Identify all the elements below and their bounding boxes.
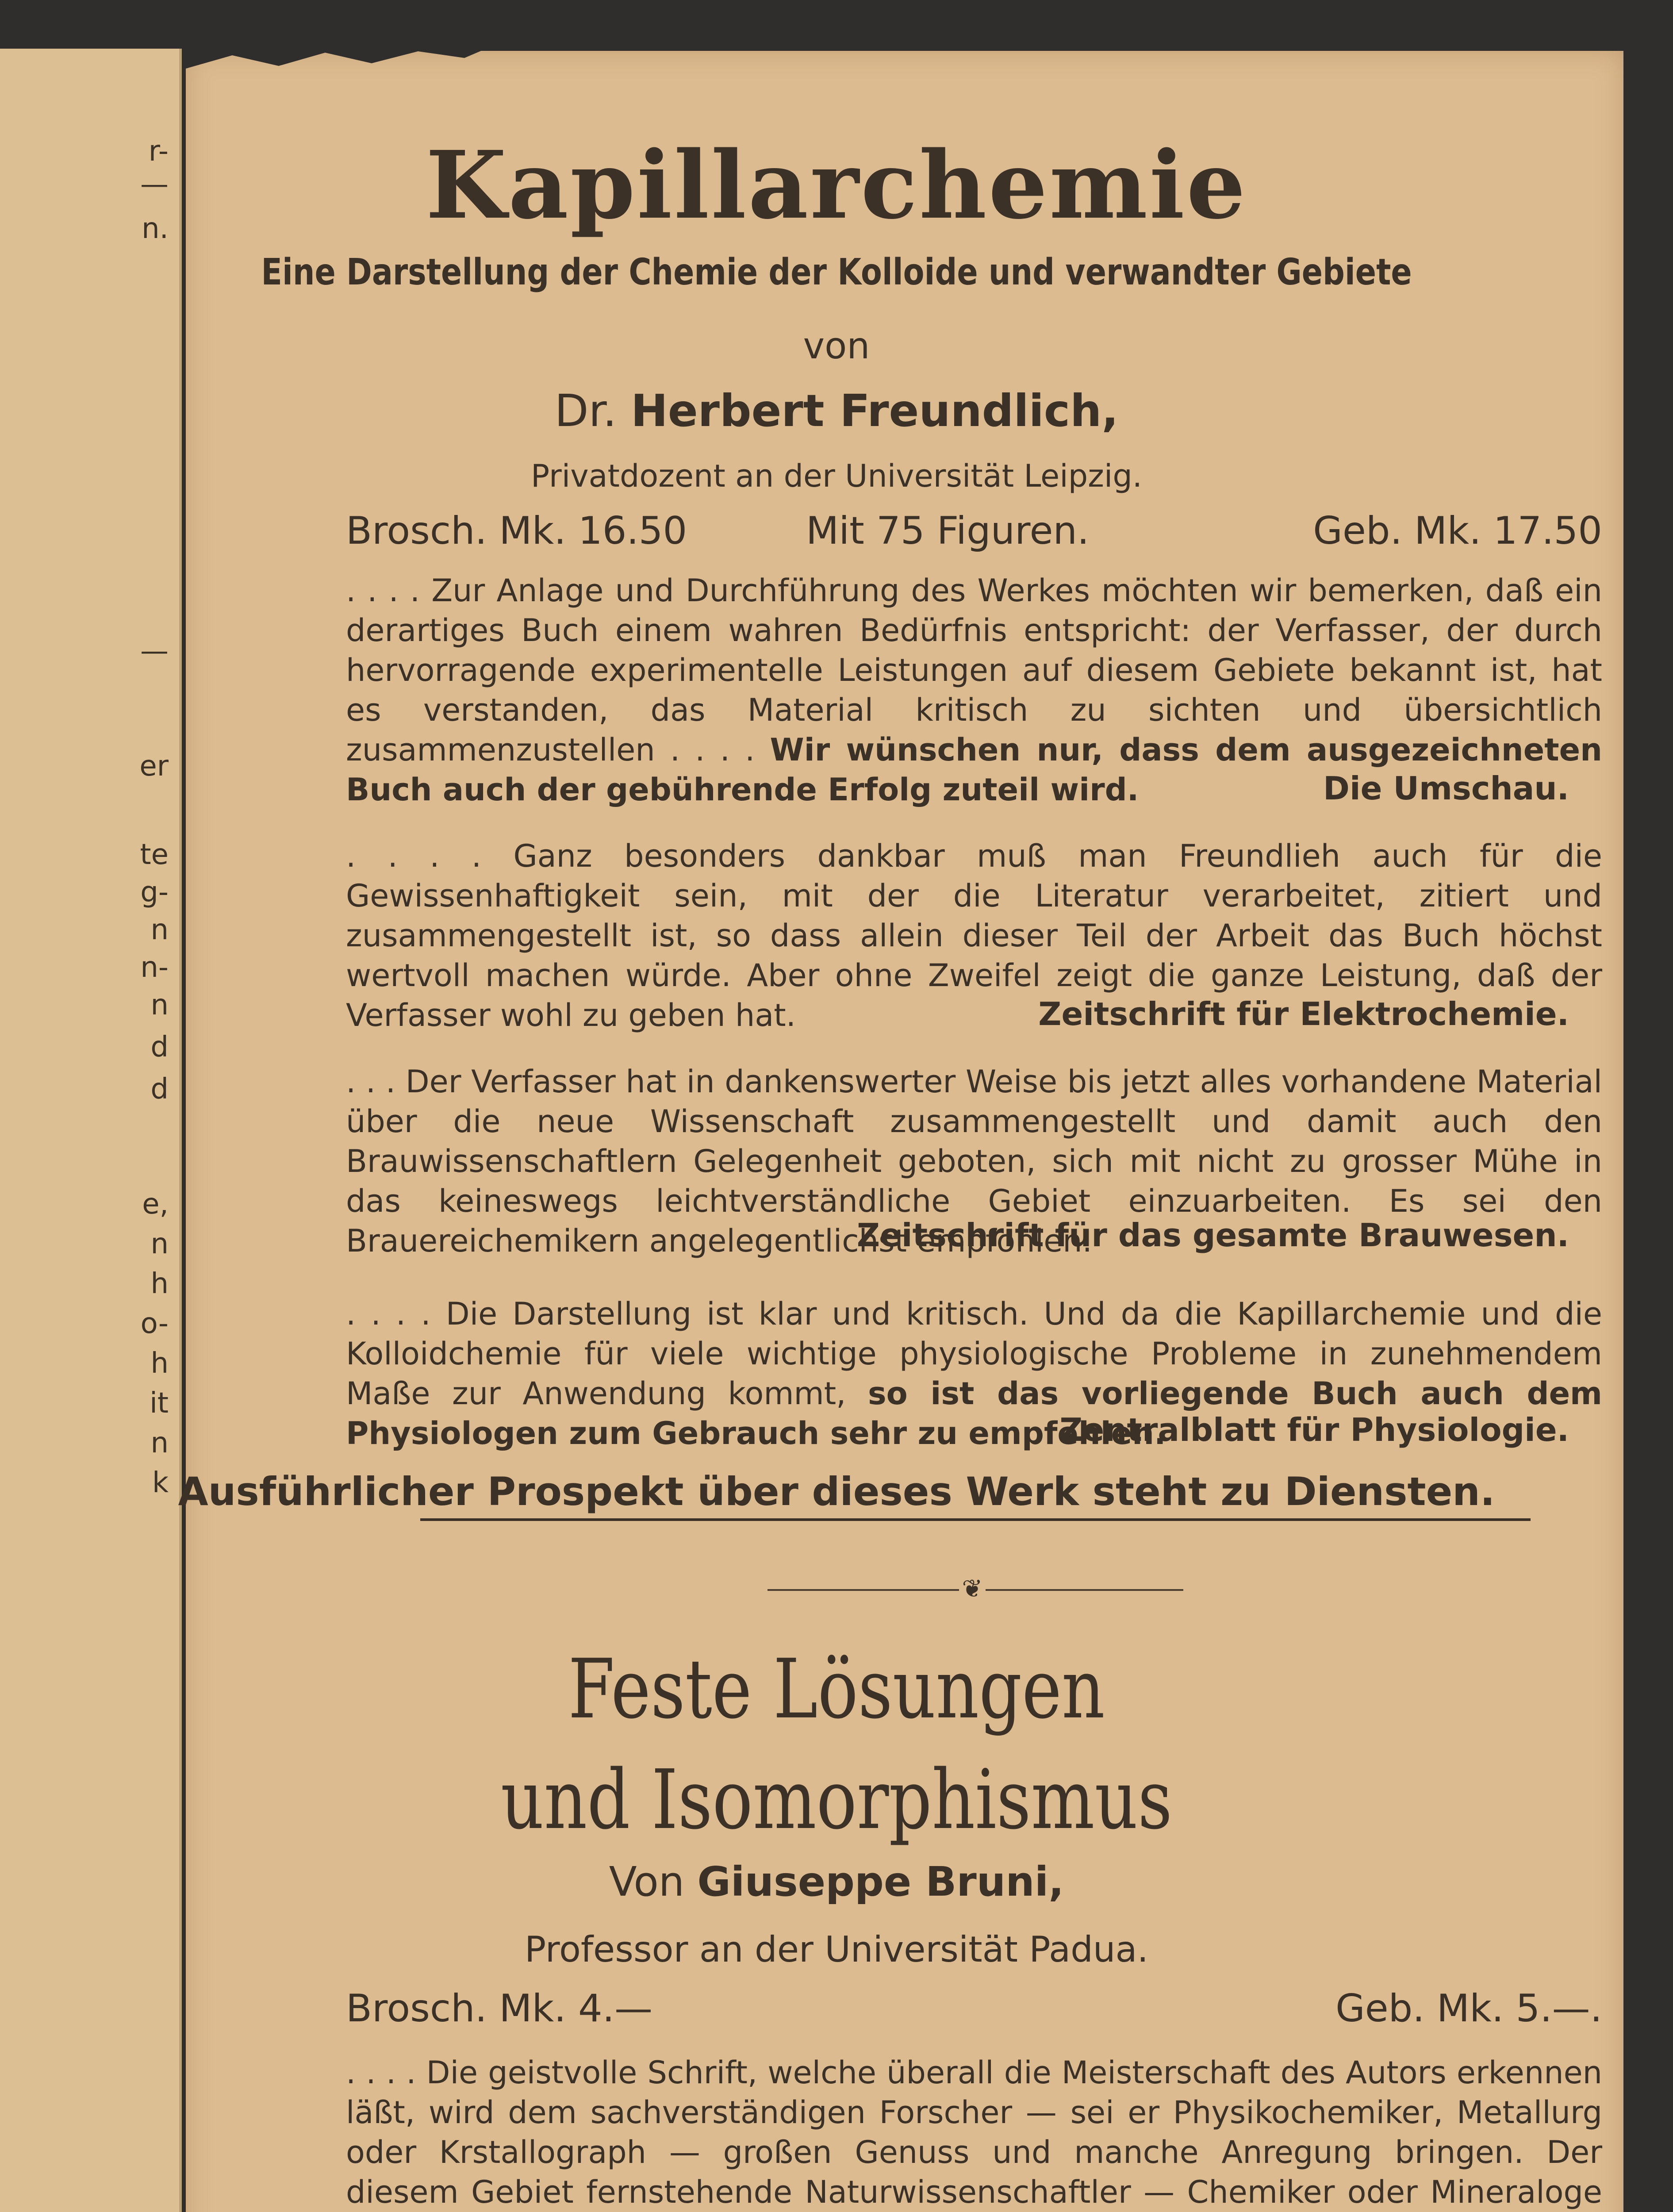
review-physiologie-source: Zentralblatt für Physiologie. <box>1059 1411 1569 1448</box>
book2-title-line2: und Isomorphismus <box>500 1752 1173 1847</box>
left-margin-text: k <box>152 1467 169 1499</box>
book1-affiliation: Privatdozent an der Universität Leipzig. <box>530 458 1143 494</box>
review-elektrochemie-source: Zeitschrift für Elektrochemie. <box>1038 995 1569 1033</box>
left-margin-text: o- <box>140 1307 169 1340</box>
left-margin-text: er <box>139 750 169 783</box>
review-brauwesen: . . . Der Verfasser hat in dankenswerter Weise bis jetzt alles vorhandene Material über die neue Wissenschaft zusammengestellt und damit auch den Brauwissenschaftlern Gelegenheit geboten, sich mit nicht zu grosser Mühe in das keineswegs leichtverständliche Gebiet einzuarbeiten. Es sei den Brauereichemikern angelegentlichst empfohlen. <box>346 1064 1602 1259</box>
left-margin-text: d <box>150 1073 169 1106</box>
left-margin-text: r- <box>148 135 169 168</box>
left-margin-text: h <box>150 1347 169 1380</box>
review-brauwesen-source: Zeitschrift für das gesamte Brauwesen. <box>856 1217 1569 1254</box>
left-margin-text: it <box>150 1387 169 1420</box>
left-margin-text: n. <box>142 212 169 245</box>
left-margin-text: h <box>150 1267 169 1300</box>
left-margin-text: n <box>150 989 169 1022</box>
book1-title: Kapillarchemie <box>426 131 1247 240</box>
book1-von: von <box>803 325 870 367</box>
fleuron-icon: ❦ <box>959 1576 986 1602</box>
left-margin-text: n <box>150 1228 169 1260</box>
book1-price-geb: Geb. Mk. 17.50 <box>1313 509 1602 553</box>
left-margin-text: e, <box>142 1188 169 1221</box>
book2-title-line1: Feste Lösungen <box>568 1641 1105 1737</box>
book1-author <box>0 385 1673 437</box>
book1-price-brosch: Brosch. Mk. 16.50 <box>346 509 687 553</box>
book2-review: . . . . Die geistvolle Schrift, welche überall die Meisterschaft des Autors erkennen läßt, wird dem sachverständigen Forscher — sei er Physikochemiker, Metallurg oder Krstallograph — großen Genuss und manche Anregung bringen. Der diesem Gebiet fernstehende Naturwissenschaftler — Chemiker oder Mineraloge <box>346 2055 1602 2210</box>
review-umschau-source: Die Umschau. <box>1323 770 1569 807</box>
book2-von: Von <box>609 1858 685 1905</box>
book1-author-name: Herbert Freundlich, <box>631 385 1119 437</box>
review-physiologie-text: . . . . Die Darstellung ist klar und kritisch. Und da die Kapillarchemie und die Kolloidchemie für viele wichtige physiologische Probleme in zunehmendem Maße zur Anwendung kommt, <box>346 1296 1602 1412</box>
prospekt-notice: Ausführlicher Prospekt über dieses Werk steht zu Diensten. <box>178 1469 1495 1514</box>
left-margin-text: — <box>140 635 169 668</box>
review-umschau-text: . . . . Zur Anlage und Durchführung des Werkes möchten wir bemerken, daß ein derartiges Buch einem wahren Bedürfnis entspricht: der Verfasser, der durch hervorragende experimentelle Leistungen auf diesem Gebiete bekannt ist, hat es verstanden, das Material kritisch zu sichten und übersichtlich zusammenzustellen . . . . <box>346 572 1602 768</box>
left-margin-text: n <box>150 914 169 946</box>
review-umschau-bold: Wir wünschen nur, dass dem ausgezeichneten Buch auch der gebührende Erfolg zuteil wird. <box>346 732 1602 808</box>
left-margin-text: g- <box>140 876 169 909</box>
book2-author <box>0 1858 1673 1905</box>
book1-subtitle: Eine Darstellung der Chemie der Kolloide und verwandter Gebiete <box>261 251 1412 293</box>
book2-affiliation: Professor an der Universität Padua. <box>524 1929 1149 1970</box>
book2-price-geb: Geb. Mk. 5.—. <box>1335 1986 1602 2031</box>
book2-price-brosch: Brosch. Mk. 4.— <box>346 1986 653 2031</box>
book2-author-name: Giuseppe Bruni, <box>697 1858 1064 1905</box>
left-margin-text: — <box>140 168 169 201</box>
left-margin-text: n <box>150 1427 169 1459</box>
review-elektrochemie: . . . . Ganz besonders dankbar muß man Freundlieh auch für die Gewissenhaftigkeit sein, mit der die Literatur verarbeitet, zitiert und zusammengestellt ist, so dass allein dieser Teil der Arbeit das Buch höchst wertvoll machen würde. Aber ohne Zweifel zeigt die ganze Leistung, daß der Verfasser wohl zu geben hat. <box>346 838 1602 1033</box>
book1-figures: Mit 75 Figuren. <box>806 509 1090 553</box>
left-margin-text: te <box>140 838 169 871</box>
prospekt-underline <box>420 1518 1531 1521</box>
book1-author-prefix: Dr. <box>554 385 617 437</box>
left-margin-text: d <box>150 1031 169 1064</box>
review-physiologie-bold: so ist das vorliegende Buch auch dem Physiologen zum Gebrauch sehr zu empfehlen. <box>346 1375 1602 1452</box>
left-margin-text: n- <box>140 951 169 984</box>
